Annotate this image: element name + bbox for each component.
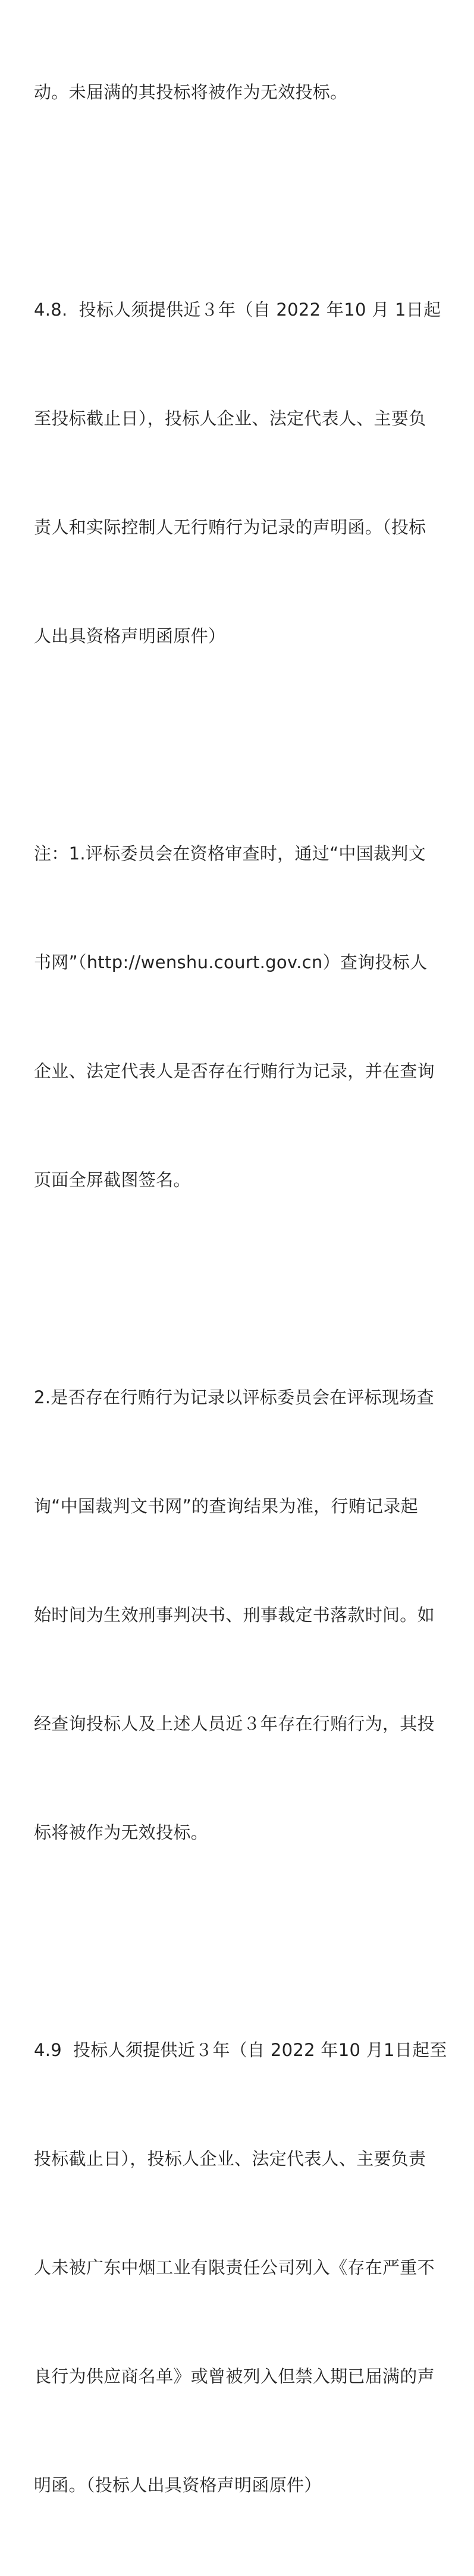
paragraph-4-9 [34,1960,460,2576]
text-line: 至投标截止日），投标人企业、法定代表人、主要负 [34,408,426,429]
text-line: 明函。（投标人出具资格声明函原件） [34,2475,322,2495]
text-line: 人未被广东中烟工业有限责任公司列入《存在严重不 [34,2257,435,2278]
text-line: 责人和实际控制人无行贿行为记录的声明函。（投标 [34,517,426,537]
paragraph-note-2 [34,1307,460,1923]
text-line: 注：1.评标委员会在资格审查时，通过“中国裁判文 [34,843,426,864]
document-body [34,0,460,2576]
text-line: 经查询投标人及上述人员近３年存在行贿行为，其投 [34,1714,435,1734]
text-line: 询“中国裁判文书网”的查询结果为准，行贿记录起 [34,1496,418,1516]
text-line: 页面全屏截图签名。 [34,1170,191,1190]
text-line: 投标截止日），投标人企业、法定代表人、主要负责 [34,2149,426,2169]
text-line: 标将被作为无效投标。 [34,1822,209,1843]
paragraph-continuation [34,2,460,183]
paragraph-note-1 [34,763,460,1271]
text-line: 2.是否存在行贿行为记录以评标委员会在评标现场查 [34,1387,434,1407]
text-line: 始时间为生效刑事判决书、刑事裁定书落款时间。如 [34,1605,435,1625]
text-line: 4.8. 投标人须提供近３年（自 2022 年10 月 1日起 [34,300,441,320]
text-line: 企业、法定代表人是否存在行贿行为记录，并在查询 [34,1061,435,1081]
paragraph-4-8 [34,219,460,727]
text-line: 书网”（http://wenshu.court.gov.cn）查询投标人 [34,952,428,972]
text-line: 人出具资格声明函原件） [34,626,226,646]
text-line: 良行为供应商名单》或曾被列入但禁入期已届满的声 [34,2366,435,2386]
text-line: 动。未届满的其投标将被作为无效投标。 [34,82,348,102]
text-line: 4.9 投标人须提供近３年（自 2022 年10 月1日起至 [34,2040,447,2060]
